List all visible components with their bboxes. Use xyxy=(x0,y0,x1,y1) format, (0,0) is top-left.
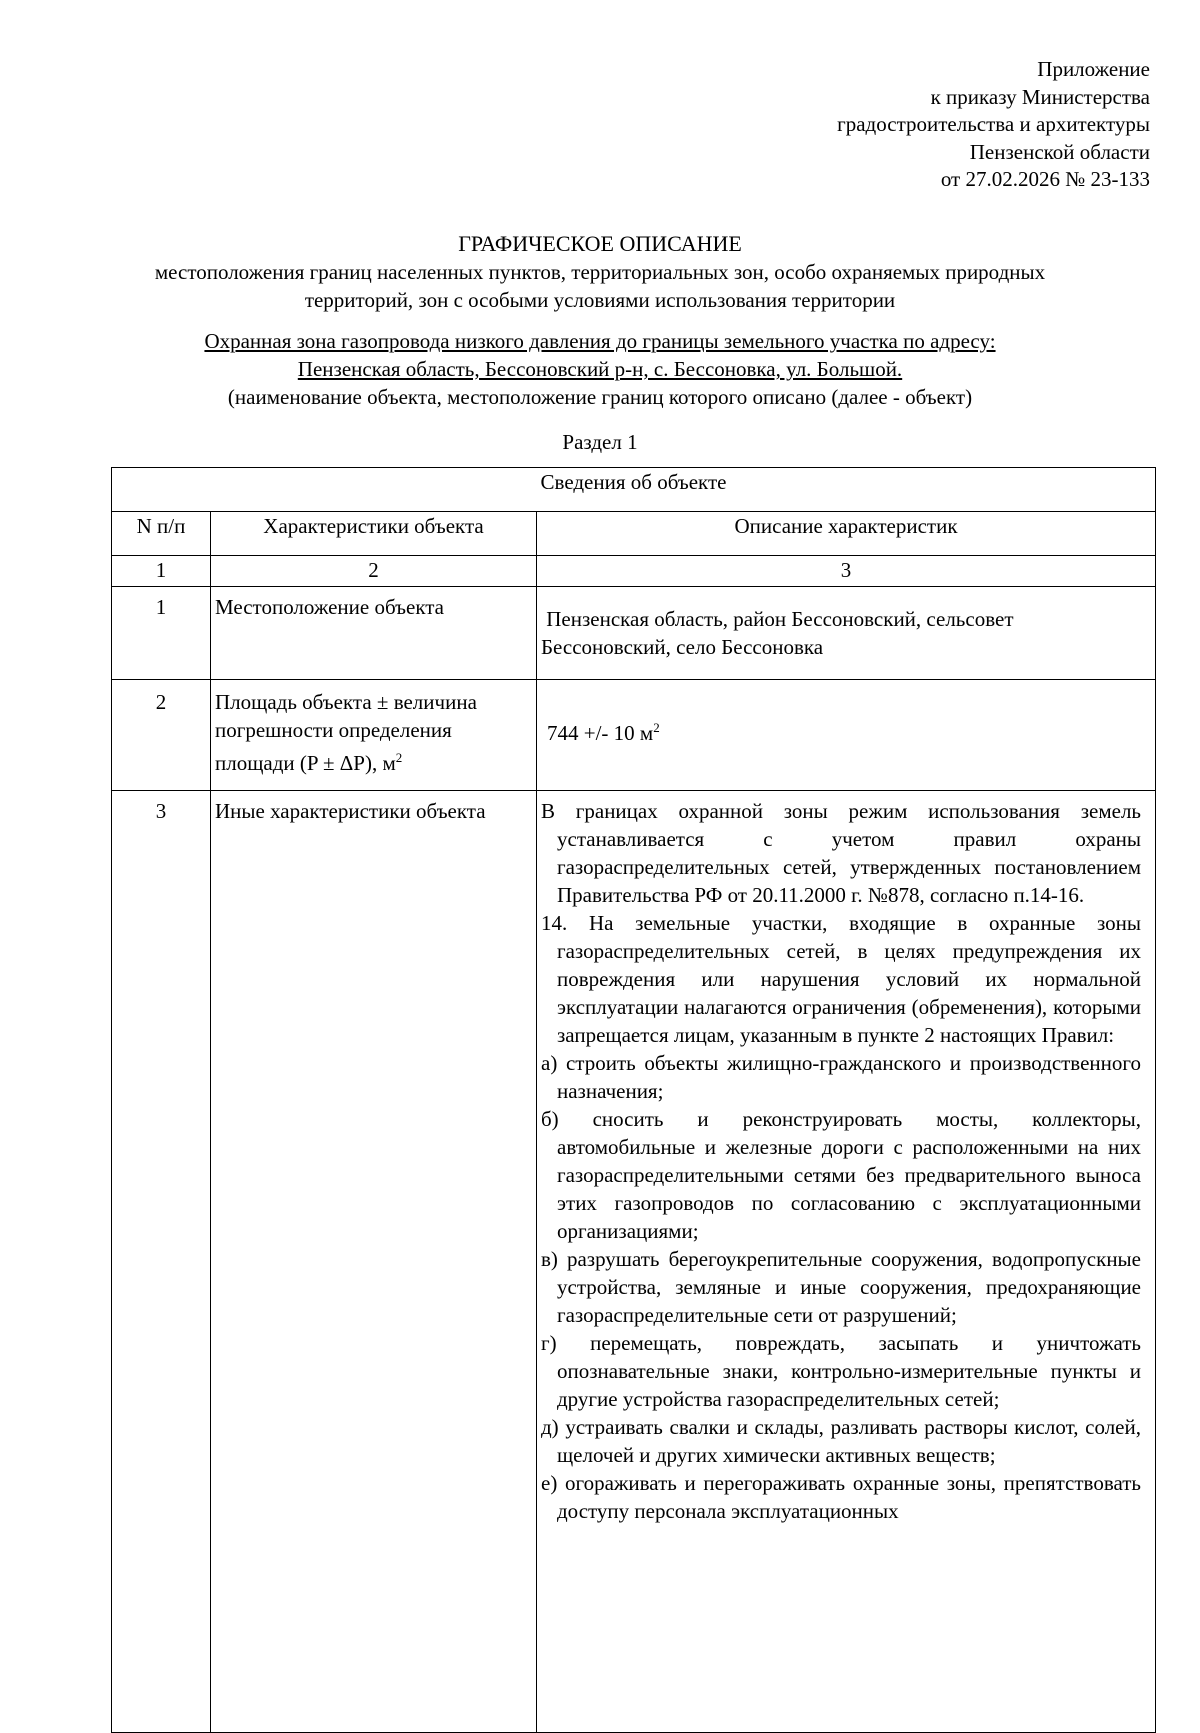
column-header-characteristic: Характеристики объекта xyxy=(211,512,537,556)
appendix-order-number: от 27.02.2026 № 23-133 xyxy=(940,167,1150,191)
row-characteristic-cell xyxy=(211,680,537,791)
restrictions-text xyxy=(537,791,1155,1525)
row-number: 1 xyxy=(112,587,211,680)
row-description-cell xyxy=(537,587,1156,680)
table-row xyxy=(112,791,1156,1733)
table-header-row xyxy=(112,512,1156,556)
row-description: 744 +/- 10 м xyxy=(547,721,654,745)
appendix-header xyxy=(837,56,1150,194)
restriction-paragraph: е) огораживать и перегораживать охранные зоны, препятствовать доступу персонала эксплуатационных xyxy=(541,1471,1141,1523)
object-caption: (наименование объекта, местоположение границ которого описано (далее - объект) xyxy=(227,385,973,409)
column-index: 3 xyxy=(537,556,1156,587)
object-name-line1: Охранная зона газопровода низкого давления до границы земельного участка по адресу: xyxy=(204,329,996,353)
table-heading: Сведения об объекте xyxy=(112,468,1156,512)
row-description-cell xyxy=(537,791,1156,1733)
title-main: ГРАФИЧЕСКОЕ ОПИСАНИЕ xyxy=(458,231,742,256)
document-title xyxy=(100,230,1100,314)
object-info-table xyxy=(111,467,1156,1733)
table-row xyxy=(112,680,1156,791)
section-label: Раздел 1 xyxy=(562,430,638,454)
object-name-block xyxy=(100,327,1100,411)
object-name-line2: Пензенская область, Бессоновский р-н, с. Бессоновка, ул. Большой. xyxy=(297,357,903,381)
row-characteristic-line: Площадь объекта ± величина xyxy=(215,690,477,714)
appendix-line: градостроительства и архитектуры xyxy=(837,112,1150,136)
row-characteristic-line: погрешности определения xyxy=(215,718,452,742)
row-characteristic-line: площади (P ± ΔP), м xyxy=(215,751,396,775)
superscript: 2 xyxy=(653,720,660,735)
row-number: 2 xyxy=(112,680,211,791)
title-subtitle-line1: местоположения границ населенных пунктов, территориальных зон, особо охраняемых природных xyxy=(154,260,1046,284)
restriction-paragraph: б) сносить и реконструировать мосты, коллекторы, автомобильные и железные дороги с расположенными на них газораспределительными сетями без предварительного выноса этих газопроводов по согласованию с эксплуатационными организациями; xyxy=(541,1107,1141,1243)
table-index-row xyxy=(112,556,1156,587)
restriction-paragraph: 14. На земельные участки, входящие в охранные зоны газораспределительных сетей, в целях предупреждения их повреждения или нарушения условий их нормальной эксплуатации налагаются ограничения (обременения), которыми запрещается лицам, указанным в пункте 2 настоящих Правил: xyxy=(541,911,1141,1047)
column-index: 2 xyxy=(211,556,537,587)
table-heading-row xyxy=(112,468,1156,512)
row-characteristic: Иные характеристики объекта xyxy=(211,791,537,1733)
row-description-cell xyxy=(537,680,1156,791)
restriction-paragraph: г) перемещать, повреждать, засыпать и уничтожать опознавательные знаки, контрольно-измерительные пункты и другие устройства газораспределительных сетей; xyxy=(541,1331,1141,1411)
row-characteristic: Местоположение объекта xyxy=(211,587,537,680)
table-row xyxy=(112,587,1156,680)
restriction-paragraph: а) строить объекты жилищно-гражданского и производственного назначения; xyxy=(541,1051,1141,1103)
column-index: 1 xyxy=(112,556,211,587)
appendix-line: Приложение xyxy=(1037,57,1150,81)
title-subtitle-line2: территорий, зон с особыми условиями использования территории xyxy=(304,288,896,312)
row-number: 3 xyxy=(112,791,211,1733)
column-header-number: N п/п xyxy=(112,512,211,556)
restriction-paragraph: в) разрушать берегоукрепительные сооружения, водопропускные устройства, земляные и иные сооружения, предохраняющие газораспределительные сети от разрушений; xyxy=(541,1247,1141,1327)
restriction-paragraph: В границах охранной зоны режим использования земель устанавливается с учетом правил охраны газораспределительных сетей, утвержденных постановлением Правительства РФ от 20.11.2000 г. №878, согласно п.14-16. xyxy=(541,799,1141,907)
restriction-paragraph: д) устраивать свалки и склады, разливать растворы кислот, солей, щелочей и других химически активных веществ; xyxy=(541,1415,1141,1467)
row-description: Пензенская область, район Бессоновский, сельсовет Бессоновский, село Бессоновка xyxy=(541,607,1019,659)
superscript: 2 xyxy=(395,750,403,765)
appendix-line: к приказу Министерства xyxy=(930,84,1150,109)
column-header-description: Описание характеристик xyxy=(537,512,1156,556)
appendix-line: Пензенской области xyxy=(969,139,1150,164)
